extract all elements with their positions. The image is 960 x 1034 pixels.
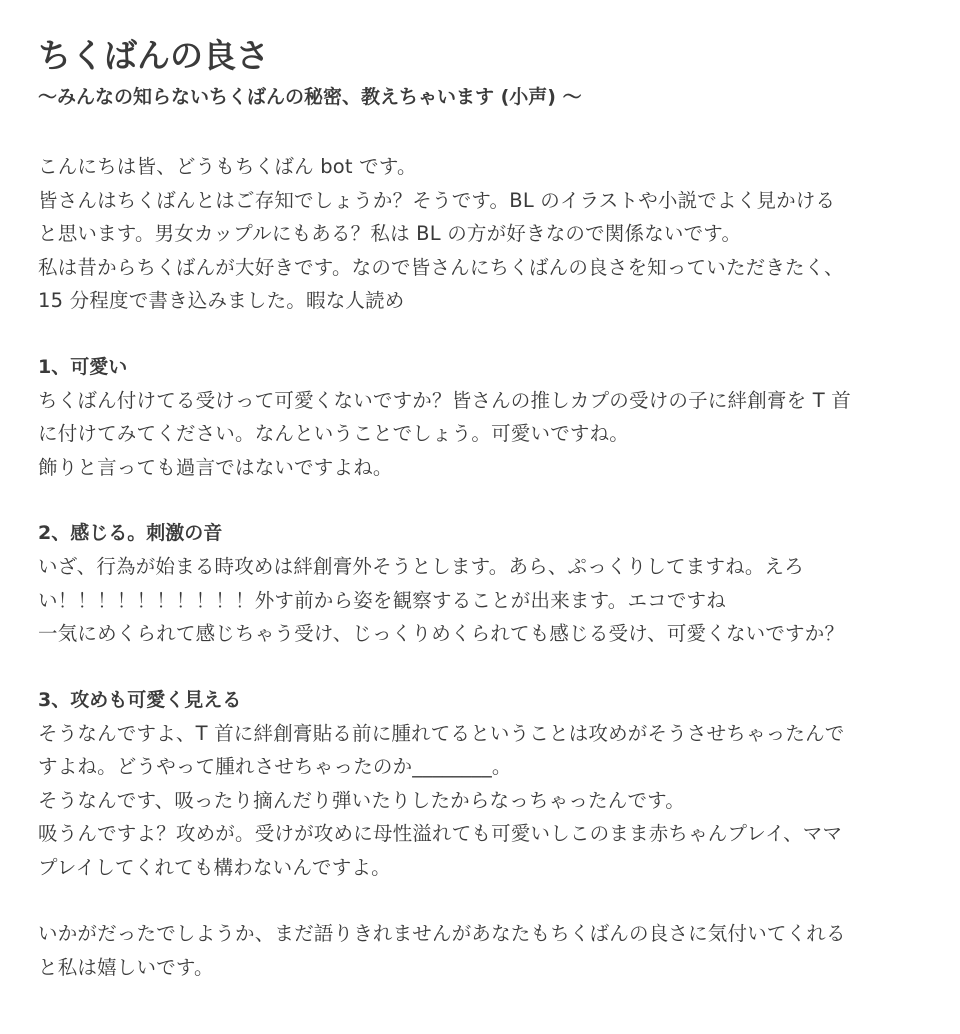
paragraph-line: 15 分程度で書き込みました。暇な人読め — [38, 289, 405, 312]
paragraph-line: 私は昔からちくばんが大好きです。なので皆さんにちくばんの良さを知っていただきたく、 — [38, 255, 844, 279]
paragraph-line: と私は嬉しいです。 — [38, 955, 214, 979]
paragraph-line: 飾りと言っても過言ではないですよね。 — [38, 455, 393, 479]
section-heading: 3、攻めも可愛く見える — [38, 688, 242, 711]
paragraph-line: に付けてみてください。なんということでしょう。可愛いですね。 — [38, 422, 630, 445]
paragraph-line: い！！！！！！！！！！外す前から姿を観察することが出来ます。エコですね — [38, 588, 726, 612]
paragraph-line: こんにちは皆、どうもちくばん bot です。 — [38, 155, 417, 178]
paragraph-line: いざ、行為が始まる時攻めは絆創膏外そうとします。あら、ぷっくりしてますね。えろ — [38, 555, 804, 578]
paragraph-line: そうなんです、吸ったり摘んだり弾いたりしたからなっちゃったんです。 — [38, 788, 685, 812]
section-heading: 1、可愛い — [38, 355, 128, 378]
paragraph-line: 皆さんはちくばんとはご存知でしょうか？そうです。BL のイラストや小説でよく見かける — [38, 188, 836, 212]
paragraph-line: 一気にめくられて感じちゃう受け、じっくりめくられても感じる受け、可愛くないですか？ — [38, 622, 845, 645]
closing-paragraph — [38, 917, 930, 984]
paragraph-line: プレイしてくれても構わないんですよ。 — [38, 855, 391, 879]
paragraph-line: と思います。男女カップルにもある？私は BL の方が好きなので関係ないです。 — [38, 222, 742, 245]
document-title: ちくばんの良さ — [38, 36, 269, 75]
paragraph-line: そうなんですよ、T 首に絆創膏貼る前に腫れてるということは攻めがそうさせちゃったんで — [38, 721, 845, 745]
document-subtitle: 〜みんなの知らないちくばんの秘密、教えちゃいます (小声) 〜 — [38, 86, 582, 108]
paragraph-line: すよね。どうやって腫れさせちゃったのか________。 — [38, 755, 512, 778]
paragraph-line: いかがだったでしようか、まだ語りきれませんがあなたもちくばんの良さに気付いてくれる — [38, 922, 846, 945]
section-cute — [38, 351, 930, 485]
intro-paragraph — [38, 150, 930, 318]
section-seme-cute — [38, 684, 930, 885]
section-heading: 2、感じる。刺激の音 — [38, 522, 223, 544]
paragraph-line: ちくばん付けてる受けって可愛くないですか？皆さんの推しカプの受けの子に絆創膏を T 首 — [38, 388, 851, 412]
paragraph-line: 吸うんですよ？攻めが。受けが攻めに母性溢れても可愛いしこのまま赤ちゃんプレイ、ママ — [38, 822, 843, 845]
section-feel — [38, 517, 930, 651]
